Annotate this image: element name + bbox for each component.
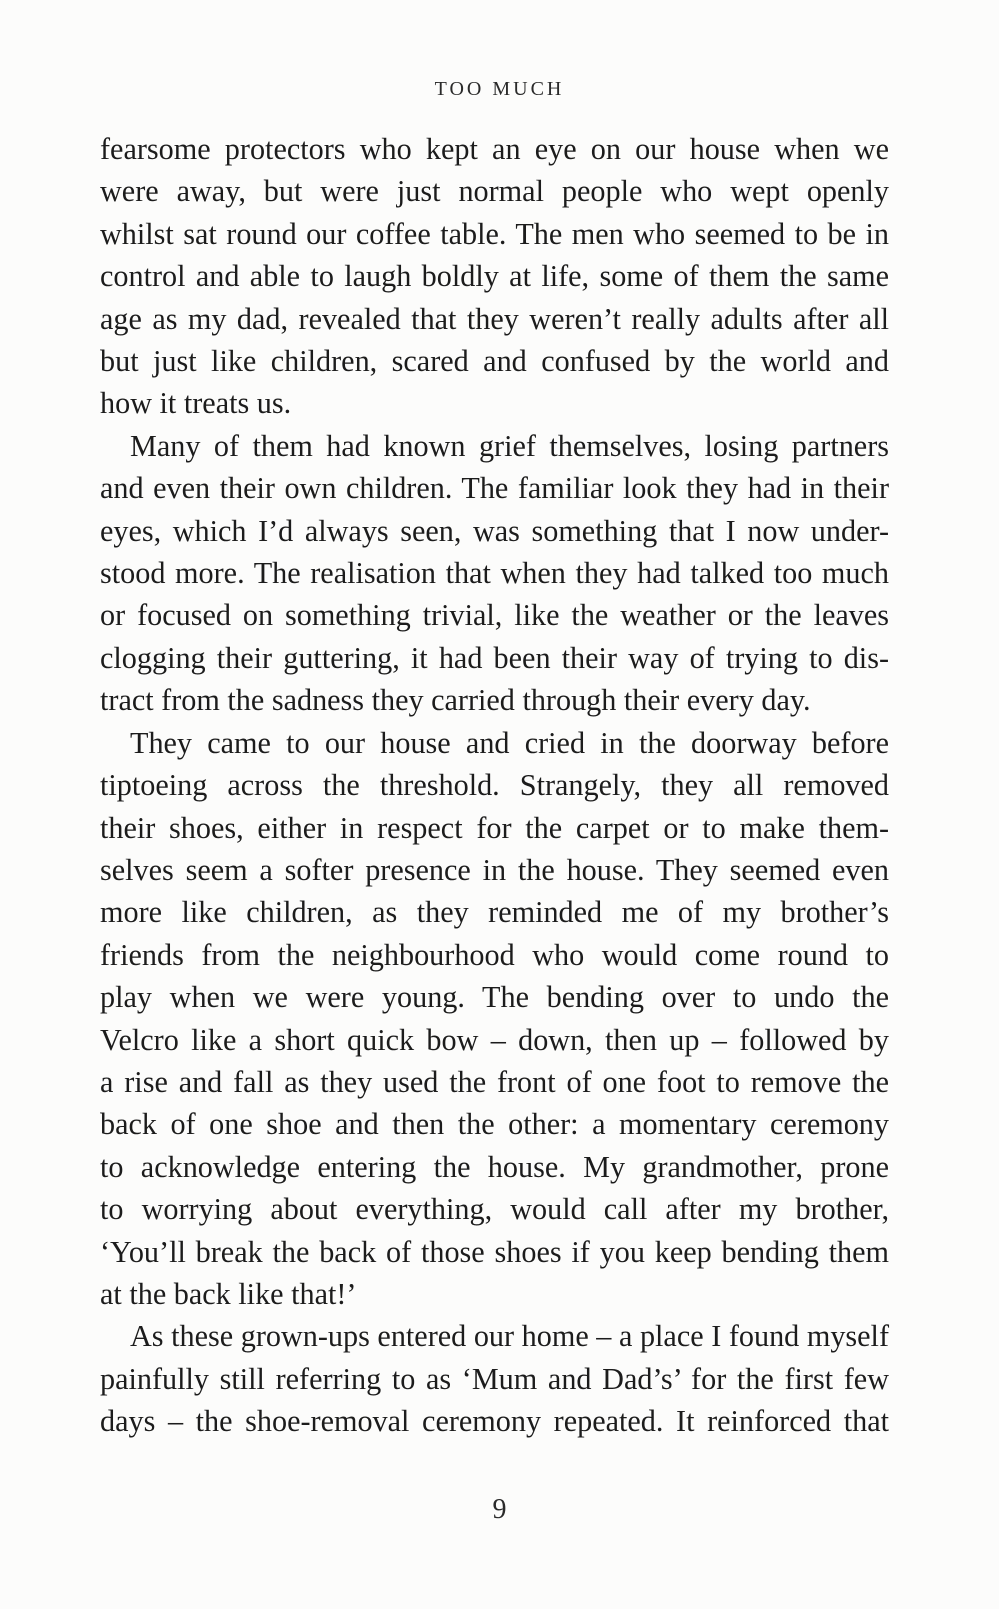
text-line: Many of them had known grief themselves, losing partners [130, 428, 889, 463]
text-line: They came to our house and cried in the doorway before [130, 725, 889, 760]
page-number: 9 [492, 1494, 507, 1525]
text-line: were away, but were just normal people who wept openly [100, 174, 889, 209]
text-line: more like children, as they reminded me of my brother’s [100, 895, 889, 930]
body-text [100, 128, 889, 1443]
text-line: As these grown-ups entered our home – a place I found myself [130, 1319, 889, 1354]
text-line: a rise and fall as they used the front of one foot to remove the [100, 1064, 889, 1099]
text-line: to acknowledge entering the house. My grandmother, prone [100, 1149, 889, 1184]
text-line: ‘You’ll break the back of those shoes if you keep bending them [100, 1234, 889, 1269]
text-line: to worrying about everything, would call after my brother, [100, 1192, 889, 1227]
paragraph-1 [100, 128, 889, 425]
text-line: days – the shoe-removal ceremony repeated. It reinforced that [100, 1404, 889, 1439]
text-line: Velcro like a short quick bow – down, then up – followed by [100, 1022, 889, 1057]
text-line: their shoes, either in respect for the carpet or to make them- [100, 810, 889, 845]
text-line: control and able to laugh boldly at life, some of them the same [100, 259, 889, 294]
paragraph-2 [100, 425, 889, 722]
text-line: or focused on something trivial, like the weather or the leaves [100, 598, 889, 633]
text-line: stood more. The realisation that when they had talked too much [100, 556, 889, 591]
text-line: clogging their guttering, it had been their way of trying to dis- [100, 640, 889, 675]
text-line: eyes, which I’d always seen, was something that I now under- [100, 513, 889, 548]
text-line: tiptoeing across the threshold. Strangely, they all removed [100, 768, 889, 803]
paragraph-3 [100, 722, 889, 1316]
text-line: but just like children, scared and confused by the world and [100, 344, 889, 379]
text-line: painfully still referring to as ‘Mum and Dad’s’ for the first few [100, 1361, 889, 1396]
text-line: age as my dad, revealed that they weren’t really adults after all [100, 301, 889, 336]
paragraph-4 [100, 1315, 889, 1442]
text-line: friends from the neighbourhood who would come round to [100, 937, 889, 972]
running-head: TOO MUCH [434, 78, 565, 100]
text-line: fearsome protectors who kept an eye on our house when we [100, 132, 889, 166]
text-line: how it treats us. [100, 386, 292, 421]
text-line: at the back like that!’ [100, 1276, 357, 1311]
text-line: tract from the sadness they carried through their every day. [100, 683, 811, 718]
text-line: and even their own children. The familiar look they had in their [100, 471, 889, 506]
text-line: play when we were young. The bending over to undo the [100, 980, 889, 1015]
text-line: whilst sat round our coffee table. The men who seemed to be in [100, 216, 889, 251]
text-line: selves seem a softer presence in the house. They seemed even [100, 852, 889, 887]
text-line: back of one shoe and then the other: a momentary ceremony [100, 1107, 889, 1142]
